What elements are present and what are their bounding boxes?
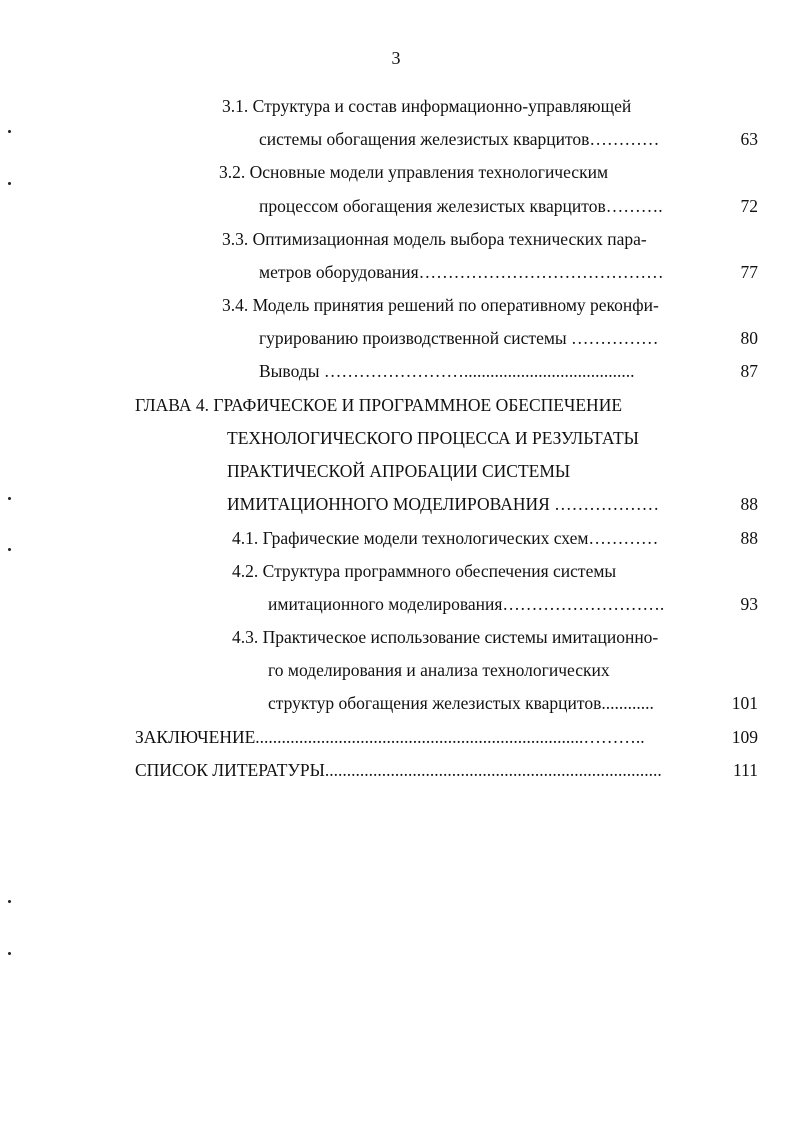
toc-entry-4-3-line-3: структур обогащения железистых кварцитов............ bbox=[268, 693, 654, 713]
toc-chapter-4-line-1: ГЛАВА 4. ГРАФИЧЕСКОЕ И ПРОГРАММНОЕ ОБЕСПЕЧЕНИЕ bbox=[135, 395, 623, 415]
toc-entry-3-3-page: 77 bbox=[740, 262, 758, 282]
toc-entry-4-2-line-1: 4.2. Структура программного обеспечения системы bbox=[232, 561, 617, 581]
toc-entry-4-3-line-2: го моделирования и анализа технологических bbox=[268, 660, 610, 680]
scan-mark bbox=[8, 548, 11, 551]
toc-entry-3-2-line-1: 3.2. Основные модели управления технологическим bbox=[219, 162, 609, 182]
toc-entry-references-page: 111 bbox=[733, 760, 758, 780]
toc-entry-4-2-page: 93 bbox=[740, 594, 758, 614]
toc-entry-3-1-line-2: системы обогащения железистых кварцитов………… bbox=[259, 129, 660, 149]
scan-mark bbox=[8, 900, 11, 903]
toc-chapter-4-line-2: ТЕХНОЛОГИЧЕСКОГО ПРОЦЕССА И РЕЗУЛЬТАТЫ bbox=[227, 428, 639, 448]
toc-entry-3-4-page: 80 bbox=[740, 328, 758, 348]
toc-chapter-4-page: 88 bbox=[740, 494, 758, 514]
toc-entry-conclusion: ЗАКЛЮЧЕНИЕ...........................................................................……….. bbox=[135, 727, 645, 747]
toc-entry-3-1-line-1: 3.1. Структура и состав информационно-управляющей bbox=[222, 96, 632, 116]
scan-mark bbox=[8, 182, 11, 185]
toc-entry-3-1-page: 63 bbox=[740, 129, 758, 149]
toc-entry-4-2-line-2: имитационного моделирования………………………. bbox=[268, 594, 665, 614]
toc-entry-4-1-line-1: 4.1. Графические модели технологических схем………… bbox=[232, 528, 659, 548]
scan-mark bbox=[8, 130, 11, 133]
toc-chapter-4-line-4: ИМИТАЦИОННОГО МОДЕЛИРОВАНИЯ ……………… bbox=[227, 494, 660, 514]
scan-mark bbox=[8, 952, 11, 955]
scan-mark bbox=[8, 497, 11, 500]
page-number: 3 bbox=[391, 48, 401, 68]
toc-entry-conclusion-page: 109 bbox=[731, 727, 758, 747]
toc-chapter-4-line-3: ПРАКТИЧЕСКОЙ АПРОБАЦИИ СИСТЕМЫ bbox=[227, 461, 571, 481]
toc-entry-3-3-line-1: 3.3. Оптимизационная модель выбора технических пара- bbox=[222, 229, 647, 249]
toc-entry-3-2-page: 72 bbox=[740, 196, 758, 216]
toc-entry-4-3-line-1: 4.3. Практическое использование системы имитационно- bbox=[232, 627, 659, 647]
toc-entry-conclusions-page: 87 bbox=[740, 361, 758, 381]
toc-entry-3-4-line-1: 3.4. Модель принятия решений по оперативному реконфи- bbox=[222, 295, 659, 315]
toc-entry-3-2-line-2: процессом обогащения железистых кварцитов………. bbox=[259, 196, 663, 216]
toc-entry-3-4-line-2: гурированию производственной системы …………… bbox=[259, 328, 659, 348]
toc-entry-3-3-line-2: метров оборудования…………………………………… bbox=[259, 262, 664, 282]
toc-entry-conclusions: Выводы ……………………....................................... bbox=[259, 361, 635, 381]
toc-entry-4-3-page: 101 bbox=[731, 693, 758, 713]
toc-entry-references: СПИСОК ЛИТЕРАТУРЫ............................................................................. bbox=[135, 760, 662, 780]
toc-entry-4-1-page: 88 bbox=[740, 528, 758, 548]
